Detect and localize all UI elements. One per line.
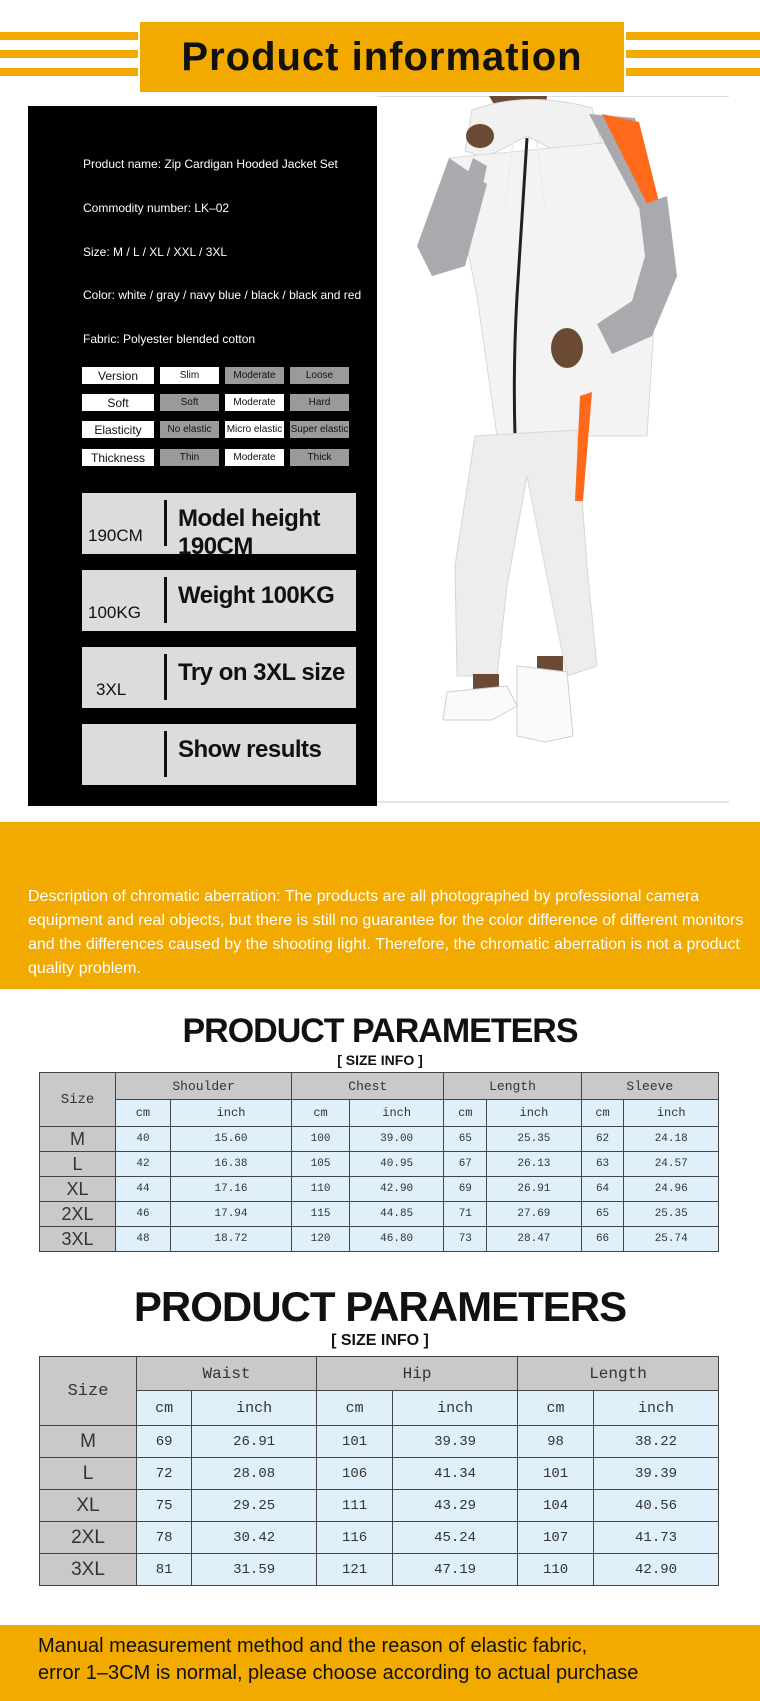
table-cell: 62 bbox=[581, 1127, 624, 1152]
table-cell: 72 bbox=[137, 1458, 192, 1490]
model-size-small: 3XL bbox=[96, 680, 127, 699]
attribute-row-version bbox=[82, 367, 349, 384]
product-name: Product name: Zip Cardigan Hooded Jacket Set bbox=[83, 157, 338, 171]
table-cell: 66 bbox=[581, 1227, 624, 1252]
size-cell: L bbox=[40, 1152, 116, 1177]
attribute-option: Soft bbox=[160, 394, 219, 411]
unit-header: inch bbox=[170, 1100, 291, 1127]
aberration-paragraph bbox=[28, 885, 748, 981]
table-cell: 40 bbox=[116, 1127, 171, 1152]
fabric: Fabric: Polyester blended cotton bbox=[83, 332, 256, 346]
notice-line-2: error 1–3CM is normal, please choose according to actual purchase bbox=[38, 1662, 639, 1684]
table-cell: 16.38 bbox=[170, 1152, 291, 1177]
model-height-small: 190CM bbox=[88, 526, 143, 545]
bottom-size-table bbox=[39, 1356, 719, 1586]
table-cell: 40.95 bbox=[349, 1152, 443, 1177]
table-cell: 42 bbox=[116, 1152, 171, 1177]
table-cell: 110 bbox=[292, 1177, 350, 1202]
table-cell: 42.90 bbox=[349, 1177, 443, 1202]
column-group-header: Sleeve bbox=[581, 1073, 718, 1100]
attribute-option: Moderate bbox=[225, 449, 284, 466]
attribute-option: Moderate bbox=[225, 367, 284, 384]
table-cell: 29.25 bbox=[192, 1490, 317, 1522]
table-cell: 69 bbox=[137, 1426, 192, 1458]
model-size-label: Try on 3XL size bbox=[178, 659, 345, 686]
table-row bbox=[40, 1554, 719, 1586]
divider bbox=[164, 577, 167, 623]
unit-header: cm bbox=[581, 1100, 624, 1127]
page-title: Product information bbox=[181, 34, 583, 79]
table-cell: 26.13 bbox=[487, 1152, 581, 1177]
table-row bbox=[40, 1227, 719, 1252]
commodity-number: Commodity number: LK–02 bbox=[83, 201, 230, 215]
show-results-label: Show results bbox=[178, 736, 322, 763]
attribute-row-soft bbox=[82, 394, 349, 411]
table-row bbox=[40, 1458, 719, 1490]
size-cell: XL bbox=[40, 1490, 137, 1522]
attribute-option: No elastic bbox=[160, 421, 219, 438]
divider bbox=[164, 731, 167, 777]
table-cell: 43.29 bbox=[393, 1490, 518, 1522]
table-cell: 46.80 bbox=[349, 1227, 443, 1252]
table-cell: 28.08 bbox=[192, 1458, 317, 1490]
size-cell: L bbox=[40, 1458, 137, 1490]
table-cell: 47.19 bbox=[393, 1554, 518, 1586]
aberration-text: The products are all photographed by professional camera equipment and real objects, but there is still no guarantee for the color difference of different monitors and the differences caused by the shooting light. Therefore, the chromatic aberration is not a product quality problem. bbox=[28, 888, 744, 977]
table-cell: 39.39 bbox=[393, 1426, 518, 1458]
color-list: Color: white / gray / navy blue / black / black and red bbox=[83, 288, 362, 302]
stripe-decoration bbox=[626, 50, 760, 58]
table-cell: 63 bbox=[581, 1152, 624, 1177]
size-header: Size bbox=[40, 1357, 137, 1426]
table-cell: 42.90 bbox=[594, 1554, 719, 1586]
table-row bbox=[40, 1426, 719, 1458]
table-row bbox=[40, 1127, 719, 1152]
table-cell: 111 bbox=[317, 1490, 393, 1522]
attribute-option: Slim bbox=[160, 367, 219, 384]
stripe-decoration bbox=[0, 32, 138, 40]
size-header: Size bbox=[40, 1073, 116, 1127]
table-row bbox=[40, 1202, 719, 1227]
table-cell: 45.24 bbox=[393, 1522, 518, 1554]
table-cell: 98 bbox=[518, 1426, 594, 1458]
table-cell: 116 bbox=[317, 1522, 393, 1554]
aberration-label: Description of chromatic aberration: bbox=[28, 888, 281, 905]
table-cell: 25.35 bbox=[487, 1127, 581, 1152]
model-height-label: Model height 190CM bbox=[178, 505, 320, 560]
column-group-header: Length bbox=[518, 1357, 719, 1391]
table-cell: 24.57 bbox=[624, 1152, 719, 1177]
header-title-box bbox=[140, 22, 624, 92]
attribute-label: Thickness bbox=[82, 449, 154, 466]
unit-header: cm bbox=[518, 1391, 594, 1426]
table-cell: 120 bbox=[292, 1227, 350, 1252]
column-group-header: Shoulder bbox=[116, 1073, 292, 1100]
table-cell: 107 bbox=[518, 1522, 594, 1554]
notice-paragraph bbox=[38, 1633, 638, 1687]
attribute-label: Version bbox=[82, 367, 154, 384]
model-weight-small: 100KG bbox=[88, 603, 141, 622]
table-cell: 26.91 bbox=[487, 1177, 581, 1202]
table-cell: 73 bbox=[444, 1227, 487, 1252]
table-row bbox=[40, 1177, 719, 1202]
table-cell: 67 bbox=[444, 1152, 487, 1177]
table-cell: 41.34 bbox=[393, 1458, 518, 1490]
stripe-decoration bbox=[0, 50, 138, 58]
model-photo bbox=[377, 96, 729, 806]
table-row bbox=[40, 1490, 719, 1522]
table-cell: 30.42 bbox=[192, 1522, 317, 1554]
divider bbox=[164, 500, 167, 546]
table-row bbox=[40, 1152, 719, 1177]
table-cell: 65 bbox=[444, 1127, 487, 1152]
stripe-decoration bbox=[626, 32, 760, 40]
column-group-header: Chest bbox=[292, 1073, 444, 1100]
table-cell: 17.16 bbox=[170, 1177, 291, 1202]
table-cell: 25.35 bbox=[624, 1202, 719, 1227]
table-cell: 24.18 bbox=[624, 1127, 719, 1152]
table-cell: 44.85 bbox=[349, 1202, 443, 1227]
table1-subtitle: [ SIZE INFO ] bbox=[337, 1052, 423, 1068]
table-cell: 71 bbox=[444, 1202, 487, 1227]
size-cell: XL bbox=[40, 1177, 116, 1202]
size-cell: 2XL bbox=[40, 1522, 137, 1554]
model-height-box bbox=[82, 493, 356, 560]
unit-header: inch bbox=[624, 1100, 719, 1127]
table-cell: 121 bbox=[317, 1554, 393, 1586]
attribute-option: Super elastic bbox=[290, 421, 349, 438]
unit-header: cm bbox=[444, 1100, 487, 1127]
table-cell: 48 bbox=[116, 1227, 171, 1252]
table-cell: 39.39 bbox=[594, 1458, 719, 1490]
table-cell: 105 bbox=[292, 1152, 350, 1177]
table-cell: 18.72 bbox=[170, 1227, 291, 1252]
table-cell: 64 bbox=[581, 1177, 624, 1202]
unit-header: inch bbox=[594, 1391, 719, 1426]
chromatic-aberration-notice bbox=[0, 822, 760, 989]
unit-header: inch bbox=[393, 1391, 518, 1426]
table-cell: 104 bbox=[518, 1490, 594, 1522]
attribute-option: Moderate bbox=[225, 394, 284, 411]
table2-subtitle: [ SIZE INFO ] bbox=[331, 1332, 429, 1349]
table-cell: 40.56 bbox=[594, 1490, 719, 1522]
unit-header: inch bbox=[192, 1391, 317, 1426]
table-cell: 101 bbox=[518, 1458, 594, 1490]
attribute-row-thickness bbox=[82, 449, 349, 466]
table-cell: 24.96 bbox=[624, 1177, 719, 1202]
unit-header: inch bbox=[349, 1100, 443, 1127]
table-cell: 75 bbox=[137, 1490, 192, 1522]
table-cell: 25.74 bbox=[624, 1227, 719, 1252]
table-cell: 115 bbox=[292, 1202, 350, 1227]
table2-title: PRODUCT PARAMETERS bbox=[133, 1283, 627, 1330]
table-cell: 15.60 bbox=[170, 1127, 291, 1152]
table-cell: 110 bbox=[518, 1554, 594, 1586]
attribute-option: Thick bbox=[290, 449, 349, 466]
table-cell: 26.91 bbox=[192, 1426, 317, 1458]
model-size-box bbox=[82, 647, 356, 708]
table-cell: 106 bbox=[317, 1458, 393, 1490]
attribute-option: Hard bbox=[290, 394, 349, 411]
size-cell: M bbox=[40, 1127, 116, 1152]
product-info-panel bbox=[28, 106, 377, 806]
table-cell: 100 bbox=[292, 1127, 350, 1152]
attribute-option: Micro elastic bbox=[225, 421, 284, 438]
table-cell: 41.73 bbox=[594, 1522, 719, 1554]
attribute-label: Soft bbox=[82, 394, 154, 411]
table-cell: 78 bbox=[137, 1522, 192, 1554]
attribute-option: Thin bbox=[160, 449, 219, 466]
unit-header: cm bbox=[116, 1100, 171, 1127]
table-cell: 65 bbox=[581, 1202, 624, 1227]
size-cell: 3XL bbox=[40, 1227, 116, 1252]
table-cell: 38.22 bbox=[594, 1426, 719, 1458]
column-group-header: Length bbox=[444, 1073, 581, 1100]
table1-title: PRODUCT PARAMETERS bbox=[182, 1012, 578, 1050]
table-cell: 101 bbox=[317, 1426, 393, 1458]
table-cell: 46 bbox=[116, 1202, 171, 1227]
table-cell: 31.59 bbox=[192, 1554, 317, 1586]
table-cell: 81 bbox=[137, 1554, 192, 1586]
unit-header: cm bbox=[137, 1391, 192, 1426]
attribute-option: Loose bbox=[290, 367, 349, 384]
header-banner bbox=[0, 22, 760, 92]
size-cell: 2XL bbox=[40, 1202, 116, 1227]
model-weight-label: Weight 100KG bbox=[178, 582, 335, 609]
table-cell: 44 bbox=[116, 1177, 171, 1202]
size-list: Size: M / L / XL / XXL / 3XL bbox=[83, 245, 228, 259]
table-cell: 27.69 bbox=[487, 1202, 581, 1227]
table-row bbox=[40, 1522, 719, 1554]
size-cell: M bbox=[40, 1426, 137, 1458]
table-cell: 17.94 bbox=[170, 1202, 291, 1227]
measurement-notice bbox=[0, 1625, 760, 1701]
model-weight-box bbox=[82, 570, 356, 631]
unit-header: cm bbox=[317, 1391, 393, 1426]
column-group-header: Waist bbox=[137, 1357, 317, 1391]
stripe-decoration bbox=[0, 68, 138, 76]
stripe-decoration bbox=[626, 68, 760, 76]
size-cell: 3XL bbox=[40, 1554, 137, 1586]
unit-header: inch bbox=[487, 1100, 581, 1127]
column-group-header: Hip bbox=[317, 1357, 518, 1391]
show-results-box bbox=[82, 724, 356, 785]
table-cell: 28.47 bbox=[487, 1227, 581, 1252]
divider bbox=[164, 654, 167, 700]
table-cell: 69 bbox=[444, 1177, 487, 1202]
unit-header: cm bbox=[292, 1100, 350, 1127]
notice-line-1: Manual measurement method and the reason of elastic fabric, bbox=[38, 1635, 588, 1657]
attribute-label: Elasticity bbox=[82, 421, 154, 438]
model-figure-illustration bbox=[377, 96, 729, 806]
table-cell: 39.00 bbox=[349, 1127, 443, 1152]
attribute-row-elasticity bbox=[82, 421, 349, 438]
top-size-table bbox=[39, 1072, 719, 1252]
